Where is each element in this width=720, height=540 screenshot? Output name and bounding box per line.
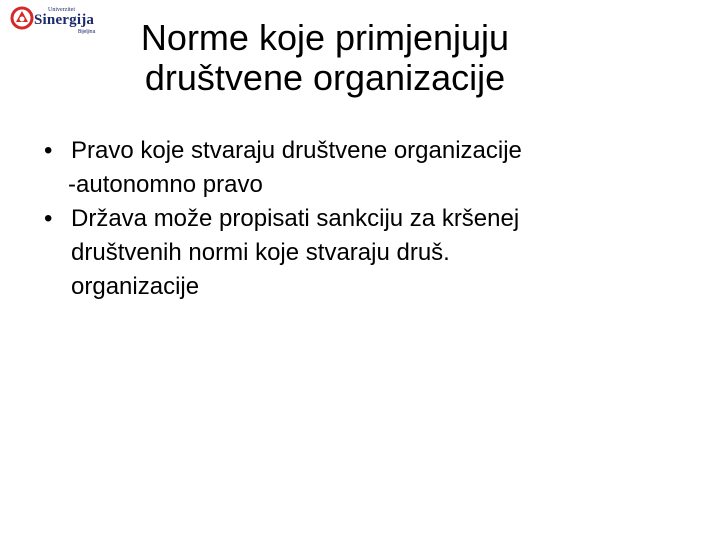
bullet-text-line: Pravo koje stvaraju društvene organizacije xyxy=(71,137,522,164)
bullet-text-line: -autonomno pravo xyxy=(68,171,263,198)
bullet-dot: • xyxy=(44,137,53,164)
university-logo xyxy=(10,6,96,35)
bullet-text-line: organizacije xyxy=(71,273,200,300)
bullet-item xyxy=(36,202,706,304)
bullet-list xyxy=(36,134,706,304)
sinergija-logo-icon xyxy=(10,6,34,30)
slide-title-line-2: društvene organizacije xyxy=(144,57,506,98)
logo-university-text: Univerzitet xyxy=(48,7,75,13)
slide-title-line-1: Norme koje primjenjuju xyxy=(140,17,510,58)
slide-title xyxy=(90,18,560,98)
bullet-dot: • xyxy=(44,205,53,232)
logo-city-text: Bijeljina xyxy=(78,29,96,35)
bullet-text-line: društvenih normi koje stvaraju druš. xyxy=(71,239,450,266)
logo-brand-name: Sinergija xyxy=(34,12,95,28)
bullet-text-line: Država može propisati sankciju za kršenej xyxy=(71,205,520,232)
bullet-item xyxy=(36,134,706,202)
